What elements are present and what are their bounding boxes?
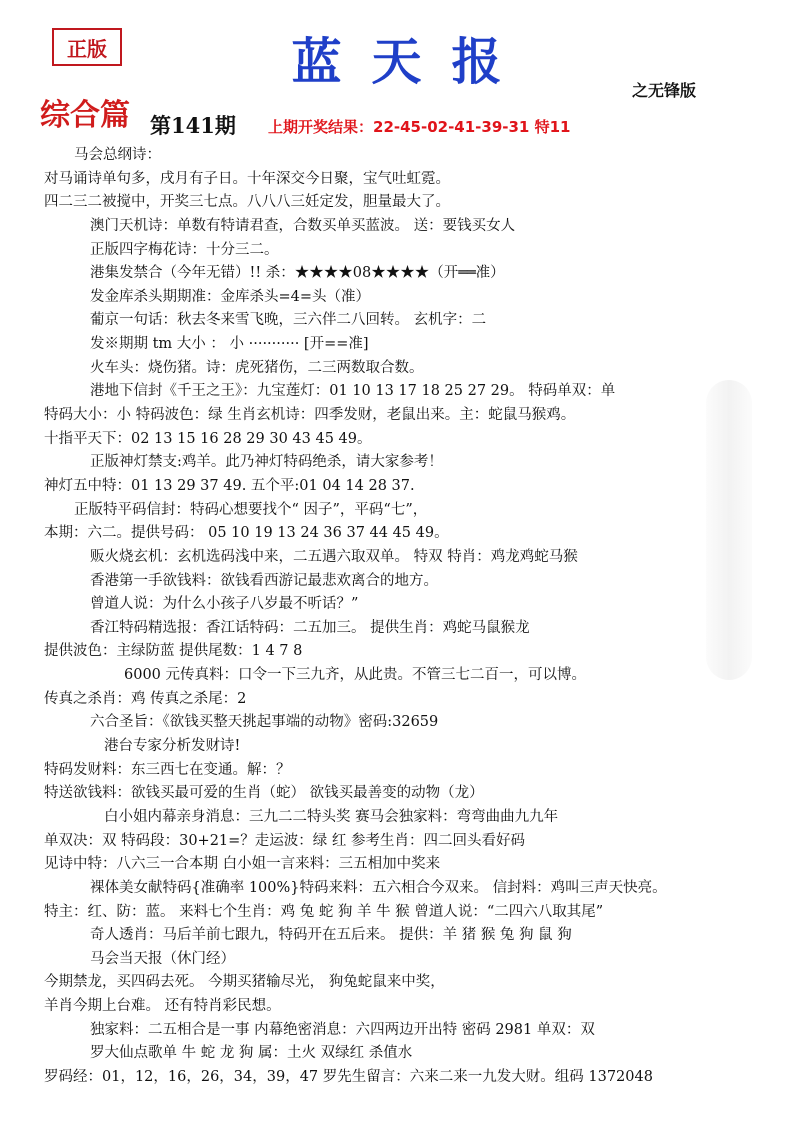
text-line: 提供波色：主绿防蓝 提供尾数：1 4 7 8 bbox=[44, 643, 303, 660]
text-line: 特码发财料：东三西七在变通。解：？ bbox=[44, 761, 291, 778]
text-line: 葡京一句话：秋去冬来雪飞晚，三六伴二八回转。 玄机字：二 bbox=[90, 312, 487, 329]
text-line: 裸体美女献特码{准确率 100%}特码来料：五六相合今双来。 信封料：鸡叫三声天快亮。 bbox=[90, 879, 667, 896]
text-line: 港地下信封《千王之王》：九宝莲灯：01 10 13 17 18 25 27 29。 特码单双：单 bbox=[90, 383, 616, 400]
text-line: 贩火烧玄机：玄机选码浅中来，二五遇六取双单。 特双 特肖：鸡龙鸡蛇马猴 bbox=[90, 548, 578, 565]
text-line: 见诗中特：八六三一合本期 白小姐一言来料：三五相加中奖来 bbox=[44, 856, 441, 873]
text-line: 单双决：双 特码段：30+21=？走运波：绿 红 参考生肖：四二回头看好码 bbox=[44, 832, 526, 849]
section-title: 综合篇 bbox=[40, 98, 130, 133]
newspaper-title: 蓝天报 bbox=[291, 32, 532, 91]
content-lines bbox=[44, 144, 764, 1090]
text-line: 发金库杀头期期准：金库杀头=4=头（准） bbox=[90, 288, 371, 305]
text-line: 港集发禁合（今年无错）!! 杀：★★★★08★★★★（开══准） bbox=[90, 265, 505, 282]
edition-label: 之无锋版 bbox=[632, 81, 697, 100]
text-line: 传真之杀肖：鸡 传真之杀尾：2 bbox=[44, 690, 247, 707]
text-line: 发※期期 tm 大小 ： 小 ··········· [开==准] bbox=[90, 336, 369, 353]
text-line: 独家料：二五相合是一事 内幕绝密消息：六四两边开出特 密码 2981 单双：双 bbox=[90, 1021, 595, 1038]
text-line: 今期禁龙，买四码去死。 今期买猪输尽光， 狗兔蛇鼠来中奖， bbox=[44, 974, 445, 991]
text-line: 正版四字梅花诗：十分三二。 bbox=[90, 241, 279, 258]
text-line: 白小姐内幕亲身消息：三九二二特头奖 赛马会独家料：弯弯曲曲九九年 bbox=[104, 808, 559, 825]
text-line: 神灯五中特：01 13 29 37 49. 五个平:01 04 14 28 37. bbox=[44, 477, 415, 494]
text-line: 特主：红、防：蓝。 来料七个生肖：鸡 兔 蛇 狗 羊 牛 猴 曾道人说：“二四六八取其尾” bbox=[44, 903, 604, 920]
text-line: 六合圣旨：《欲钱买整天挑起事端的动物》密码:32659 bbox=[90, 714, 439, 731]
zhengban-stamp: 正版 bbox=[52, 28, 122, 66]
text-line: 十指平天下：02 13 15 16 28 29 30 43 45 49。 bbox=[44, 430, 372, 447]
text-line: 马会当天报（休门经） bbox=[90, 950, 235, 967]
text-line: 正版神灯禁支:鸡羊。此乃神灯特码绝杀，请大家参考！ bbox=[90, 454, 443, 471]
text-line: 正版特平码信封：特码心想要找个“ 因子”，平码“七”， bbox=[74, 501, 428, 518]
text-line: 羊肖今期上台难。 还有特肖彩民想。 bbox=[44, 998, 281, 1015]
text-line: 马会总纲诗： bbox=[74, 147, 161, 163]
text-line: 罗大仙点歌单 牛 蛇 龙 狗 属：土火 双绿红 杀值水 bbox=[90, 1045, 413, 1062]
text-line: 火车头：烧伤猪。诗：虎死猪伤，二三两数取合数。 bbox=[90, 359, 424, 376]
text-line: 奇人透肖：马后羊前七跟九，特码开在五后来。 提供：羊 猪 猴 兔 狗 鼠 狗 bbox=[90, 927, 572, 944]
text-line: 香港第一手欲钱料：欲钱看西游记最悲欢离合的地方。 bbox=[90, 572, 438, 589]
text-line: 曾道人说：为什么小孩子八岁最不听话？” bbox=[90, 596, 359, 613]
text-line: 6000 元传真料：口令一下三九齐，从此贵。不管三七二百一，可以博。 bbox=[124, 667, 587, 684]
text-line: 港台专家分析发财诗! bbox=[104, 738, 241, 755]
text-line: 罗码经：01，12，16，26，34，39，47 罗先生留言：六来二来一九发大财。组码 1372048 bbox=[44, 1068, 653, 1085]
text-line: 特码大小：小 特码波色：绿 生肖玄机诗：四季发财，老鼠出来。主：蛇鼠马猴鸡。 bbox=[44, 407, 576, 424]
text-line: 四二三二被搅中，开奖三七点。八八八三妊定发，胆量最大了。 bbox=[44, 194, 450, 211]
text-line: 对马诵诗单句多，戌月有子日。十年深交今日聚，宝气吐虹霓。 bbox=[44, 170, 450, 187]
text-line: 特送欲钱料：欲钱买最可爱的生肖（蛇） 欲钱买最善变的动物（龙） bbox=[44, 785, 484, 802]
text-line: 本期：六二。提供号码： 05 10 19 13 24 36 37 44 45 49。 bbox=[44, 525, 449, 542]
text-line: 澳门天机诗：单数有特请君查，合数买单买蓝波。 送：要钱买女人 bbox=[90, 217, 516, 234]
issue-number: 第141期 bbox=[150, 113, 236, 138]
text-line: 香江特码精选报：香江话特码：二五加三。 提供生肖：鸡蛇马鼠猴龙 bbox=[90, 619, 530, 636]
last-draw-result: 上期开奖结果：22-45-02-41-39-31 特11 bbox=[268, 118, 571, 136]
